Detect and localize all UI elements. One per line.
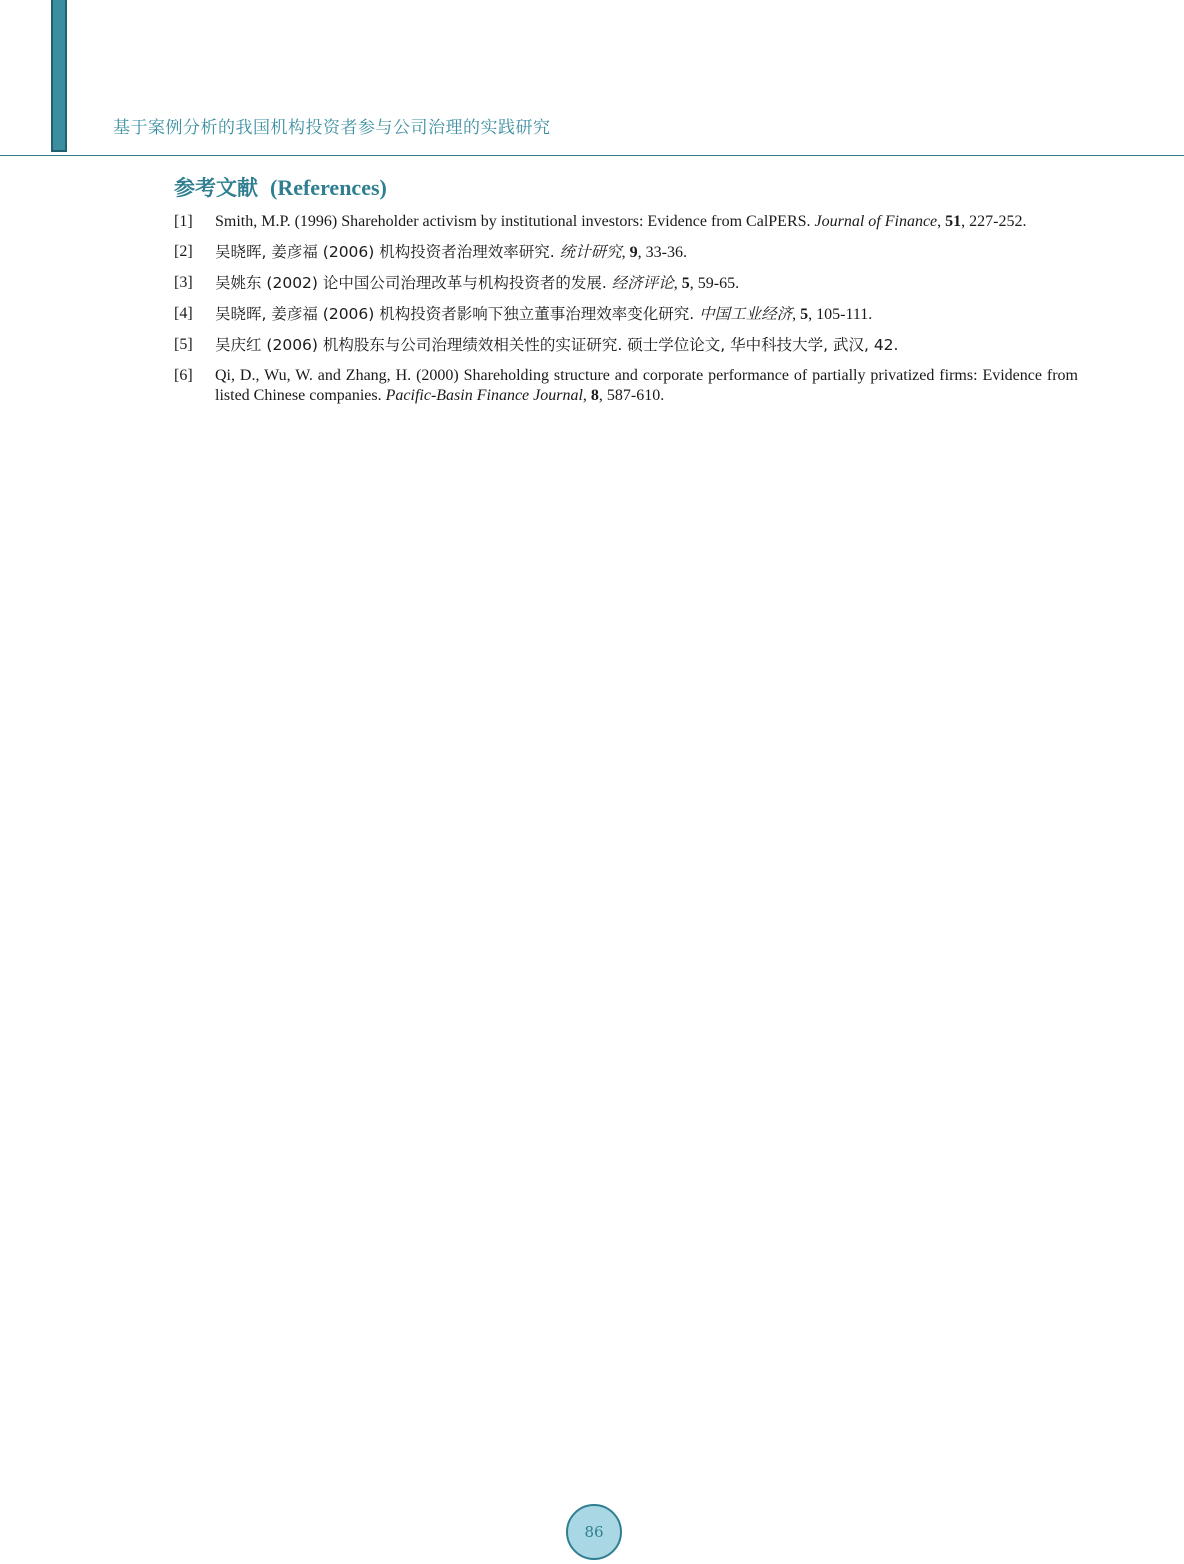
reference-text	[215, 212, 1078, 232]
reference-journal: Journal of Finance	[814, 213, 938, 230]
reference-number: [2]	[174, 243, 193, 260]
reference-item	[174, 304, 1078, 325]
page-number: 86	[584, 1523, 604, 1541]
reference-separator: ,	[621, 244, 630, 261]
reference-volume: 9	[629, 244, 638, 261]
reference-journal: 经济评论	[611, 274, 674, 292]
header-accent-bar	[51, 0, 67, 152]
reference-citation: Smith, M.P. (1996) Shareholder activism by institutional investors: Evidence from CalPERS.	[215, 213, 815, 230]
reference-item	[174, 212, 1078, 232]
reference-text	[215, 335, 1078, 356]
reference-journal: 统计研究	[559, 243, 622, 261]
references-heading-en: (References)	[270, 175, 387, 200]
reference-volume: 5	[681, 275, 690, 292]
reference-number: [6]	[174, 367, 193, 384]
reference-number: [4]	[174, 305, 193, 322]
reference-pages: , 587-610.	[598, 387, 665, 404]
reference-number: [5]	[174, 336, 193, 353]
reference-separator: ,	[582, 387, 591, 404]
reference-number: [1]	[174, 213, 193, 230]
reference-item	[174, 242, 1078, 263]
reference-text	[215, 304, 1078, 325]
reference-citation: 吴晓晖, 姜彦福 (2006) 机构投资者治理效率研究.	[215, 243, 560, 261]
reference-volume: 51	[945, 213, 962, 230]
reference-text	[215, 273, 1078, 294]
reference-text	[215, 242, 1078, 263]
reference-item	[174, 335, 1078, 356]
reference-pages: , 33-36.	[637, 244, 687, 261]
reference-volume: 8	[590, 387, 599, 404]
reference-citation: Qi, D., Wu, W. and Zhang, H. (2000) Shareholding structure and corporate performance of partially privatized firms: Evidence from listed Chinese companies.	[215, 367, 1078, 404]
references-heading-cn: 参考文献	[174, 176, 258, 200]
reference-journal: Pacific-Basin Finance Journal	[385, 387, 583, 404]
reference-number: [3]	[174, 274, 193, 291]
reference-journal: 中国工业经济	[699, 305, 793, 323]
page-number-badge	[566, 1504, 622, 1560]
reference-pages: , 59-65.	[689, 275, 740, 292]
reference-separator: ,	[673, 275, 682, 292]
reference-pages: , 105-111.	[808, 306, 873, 323]
header-divider	[0, 155, 1184, 156]
reference-list	[174, 212, 1078, 416]
reference-citation: 吴姚东 (2002) 论中国公司治理改革与机构投资者的发展.	[215, 274, 612, 292]
reference-separator: ,	[792, 306, 801, 323]
reference-citation: 吴庆红 (2006) 机构股东与公司治理绩效相关性的实证研究. 硕士学位论文, 华中科技大学, 武汉, 42.	[215, 336, 899, 354]
reference-pages: , 227-252.	[961, 213, 1027, 230]
running-title: 基于案例分析的我国机构投资者参与公司治理的实践研究	[113, 118, 551, 138]
reference-text	[215, 366, 1078, 406]
reference-separator: ,	[937, 213, 946, 230]
reference-citation: 吴晓晖, 姜彦福 (2006) 机构投资者影响下独立董事治理效率变化研究.	[215, 305, 700, 323]
references-heading	[174, 172, 387, 202]
reference-item	[174, 273, 1078, 294]
reference-volume: 5	[800, 306, 809, 323]
reference-item	[174, 366, 1078, 406]
